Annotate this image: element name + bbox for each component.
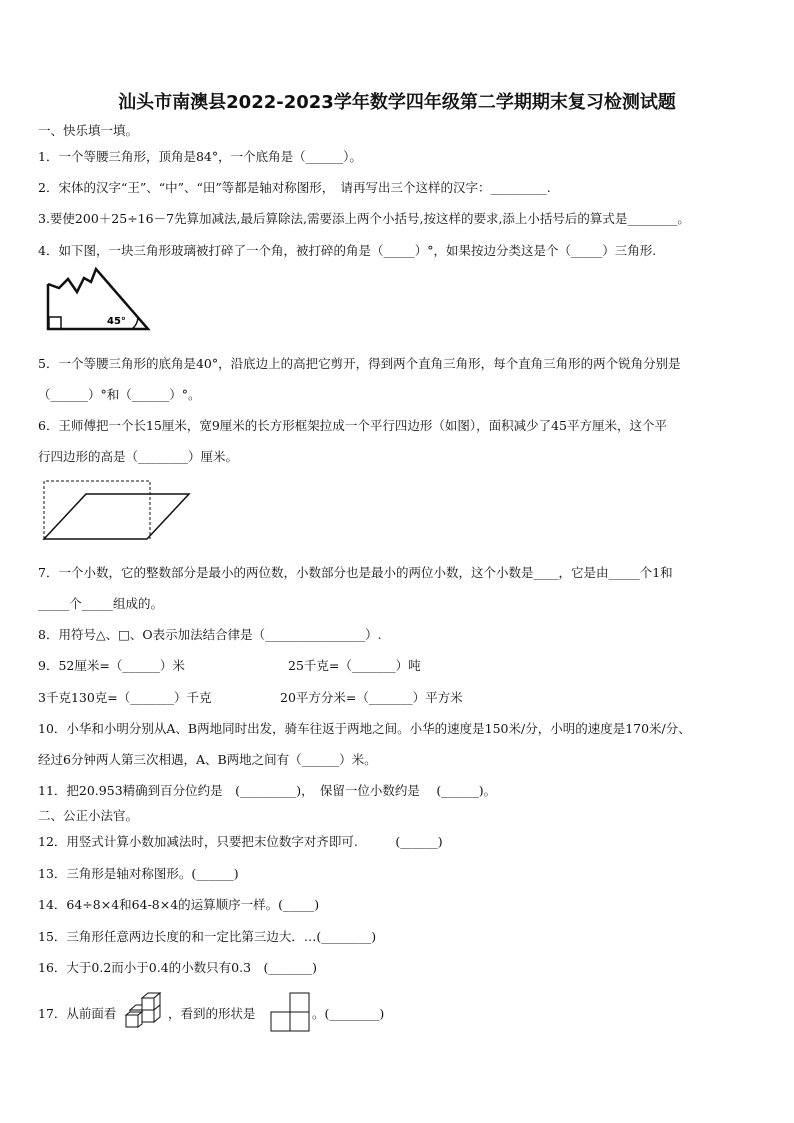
- question-6-line-2: 行四边形的高是（________）厘米。: [38, 449, 239, 464]
- angle-arc: [132, 317, 138, 329]
- page-title: 汕头市南澳县2022-2023学年数学四年级第二学期期末复习检测试题: [118, 92, 676, 113]
- question-15: 15．三角形任意两边长度的和一定比第三边大．…(________): [38, 929, 377, 944]
- question-3: 3.要使200＋25÷16－7先算加减法,最后算除法,需要添上两个小括号,按这样的要求,添上小括号后的算式是________。: [38, 211, 690, 226]
- question-16: 16．大于0.2而小于0.4的小数只有0.3 (_______): [38, 960, 318, 975]
- question-9-part-b: 25千克=（_______）吨: [288, 658, 421, 673]
- angle-label: 45°: [107, 316, 126, 327]
- question-9-part-d: 20平方分米=（_______）平方米: [280, 690, 463, 705]
- front-view-figure: [270, 992, 312, 1032]
- question-8: 8．用符号△、□、O表示加法结合律是（________________）.: [38, 627, 382, 642]
- question-9-part-a: 9．52厘米=（______）米: [38, 658, 185, 673]
- question-17-part-a: 17．从前面看: [38, 1006, 117, 1021]
- cube-stack-figure: [124, 992, 164, 1030]
- question-14: 14．64÷8×4和64-8×4的运算顺序一样。(_____): [38, 897, 320, 912]
- question-6-line-1: 6．王师傅把一个长15厘米，宽9厘米的长方形框架拉成一个平行四边形（如图），面积减少了45平方厘米，这个平: [38, 418, 667, 433]
- triangle-outline: [48, 269, 148, 329]
- section-2-heading: 二、公正小法官。: [38, 808, 139, 823]
- question-10-line-1: 10．小华和小明分别从A、B两地同时出发，骑车往返于两地之间。小华的速度是150米/分，小明的速度是170米/分、: [38, 721, 691, 736]
- question-7-line-1: 7．一个小数，它的整数部分是最小的两位数，小数部分也是最小的两位小数，这个小数是____，它是由_____个1和: [38, 565, 673, 580]
- question-5-line-1: 5．一个等腰三角形的底角是40°，沿底边上的高把它剪开，得到两个直角三角形，每个直角三角形的两个锐角分别是: [38, 356, 681, 371]
- question-13: 13．三角形是轴对称图形。(______): [38, 866, 239, 881]
- question-4: 4．如下图，一块三角形玻璃被打碎了一个角，被打碎的角是（_____）°，如果按边分类这是个（_____）三角形.: [38, 243, 657, 258]
- question-5-line-2: （______）°和（______）°。: [38, 387, 201, 402]
- question-17-part-b: ，看到的形状是: [168, 1006, 256, 1021]
- question-10-line-2: 经过6分钟两人第三次相遇，A、B两地之间有（______）米。: [38, 752, 377, 767]
- question-12: 12．用竖式计算小数加减法时，只要把末位数字对齐即可. (______): [38, 834, 443, 849]
- question-1: 1．一个等腰三角形，顶角是84°，一个底角是（______）。: [38, 149, 362, 164]
- broken-triangle-figure: [44, 266, 154, 336]
- section-1-heading: 一、快乐填一填。: [38, 123, 139, 138]
- question-11: 11．把20.953精确到百分位约是 (_________)， 保留一位小数约是 (______)。: [38, 783, 497, 798]
- question-2: 2．宋体的汉字“王”、“中”、“田”等都是轴对称图形， 请再写出三个这样的汉字：_________.: [38, 180, 551, 195]
- parallelogram-figure: [42, 479, 192, 543]
- question-7-line-2: _____个_____组成的。: [38, 596, 164, 611]
- question-17-part-c: 。(________): [312, 1006, 385, 1021]
- right-angle-mark: [49, 317, 61, 329]
- original-rectangle-dashed: [44, 481, 150, 539]
- parallelogram-shape: [44, 494, 189, 539]
- question-9-part-c: 3千克130克=（_______）千克: [38, 690, 212, 705]
